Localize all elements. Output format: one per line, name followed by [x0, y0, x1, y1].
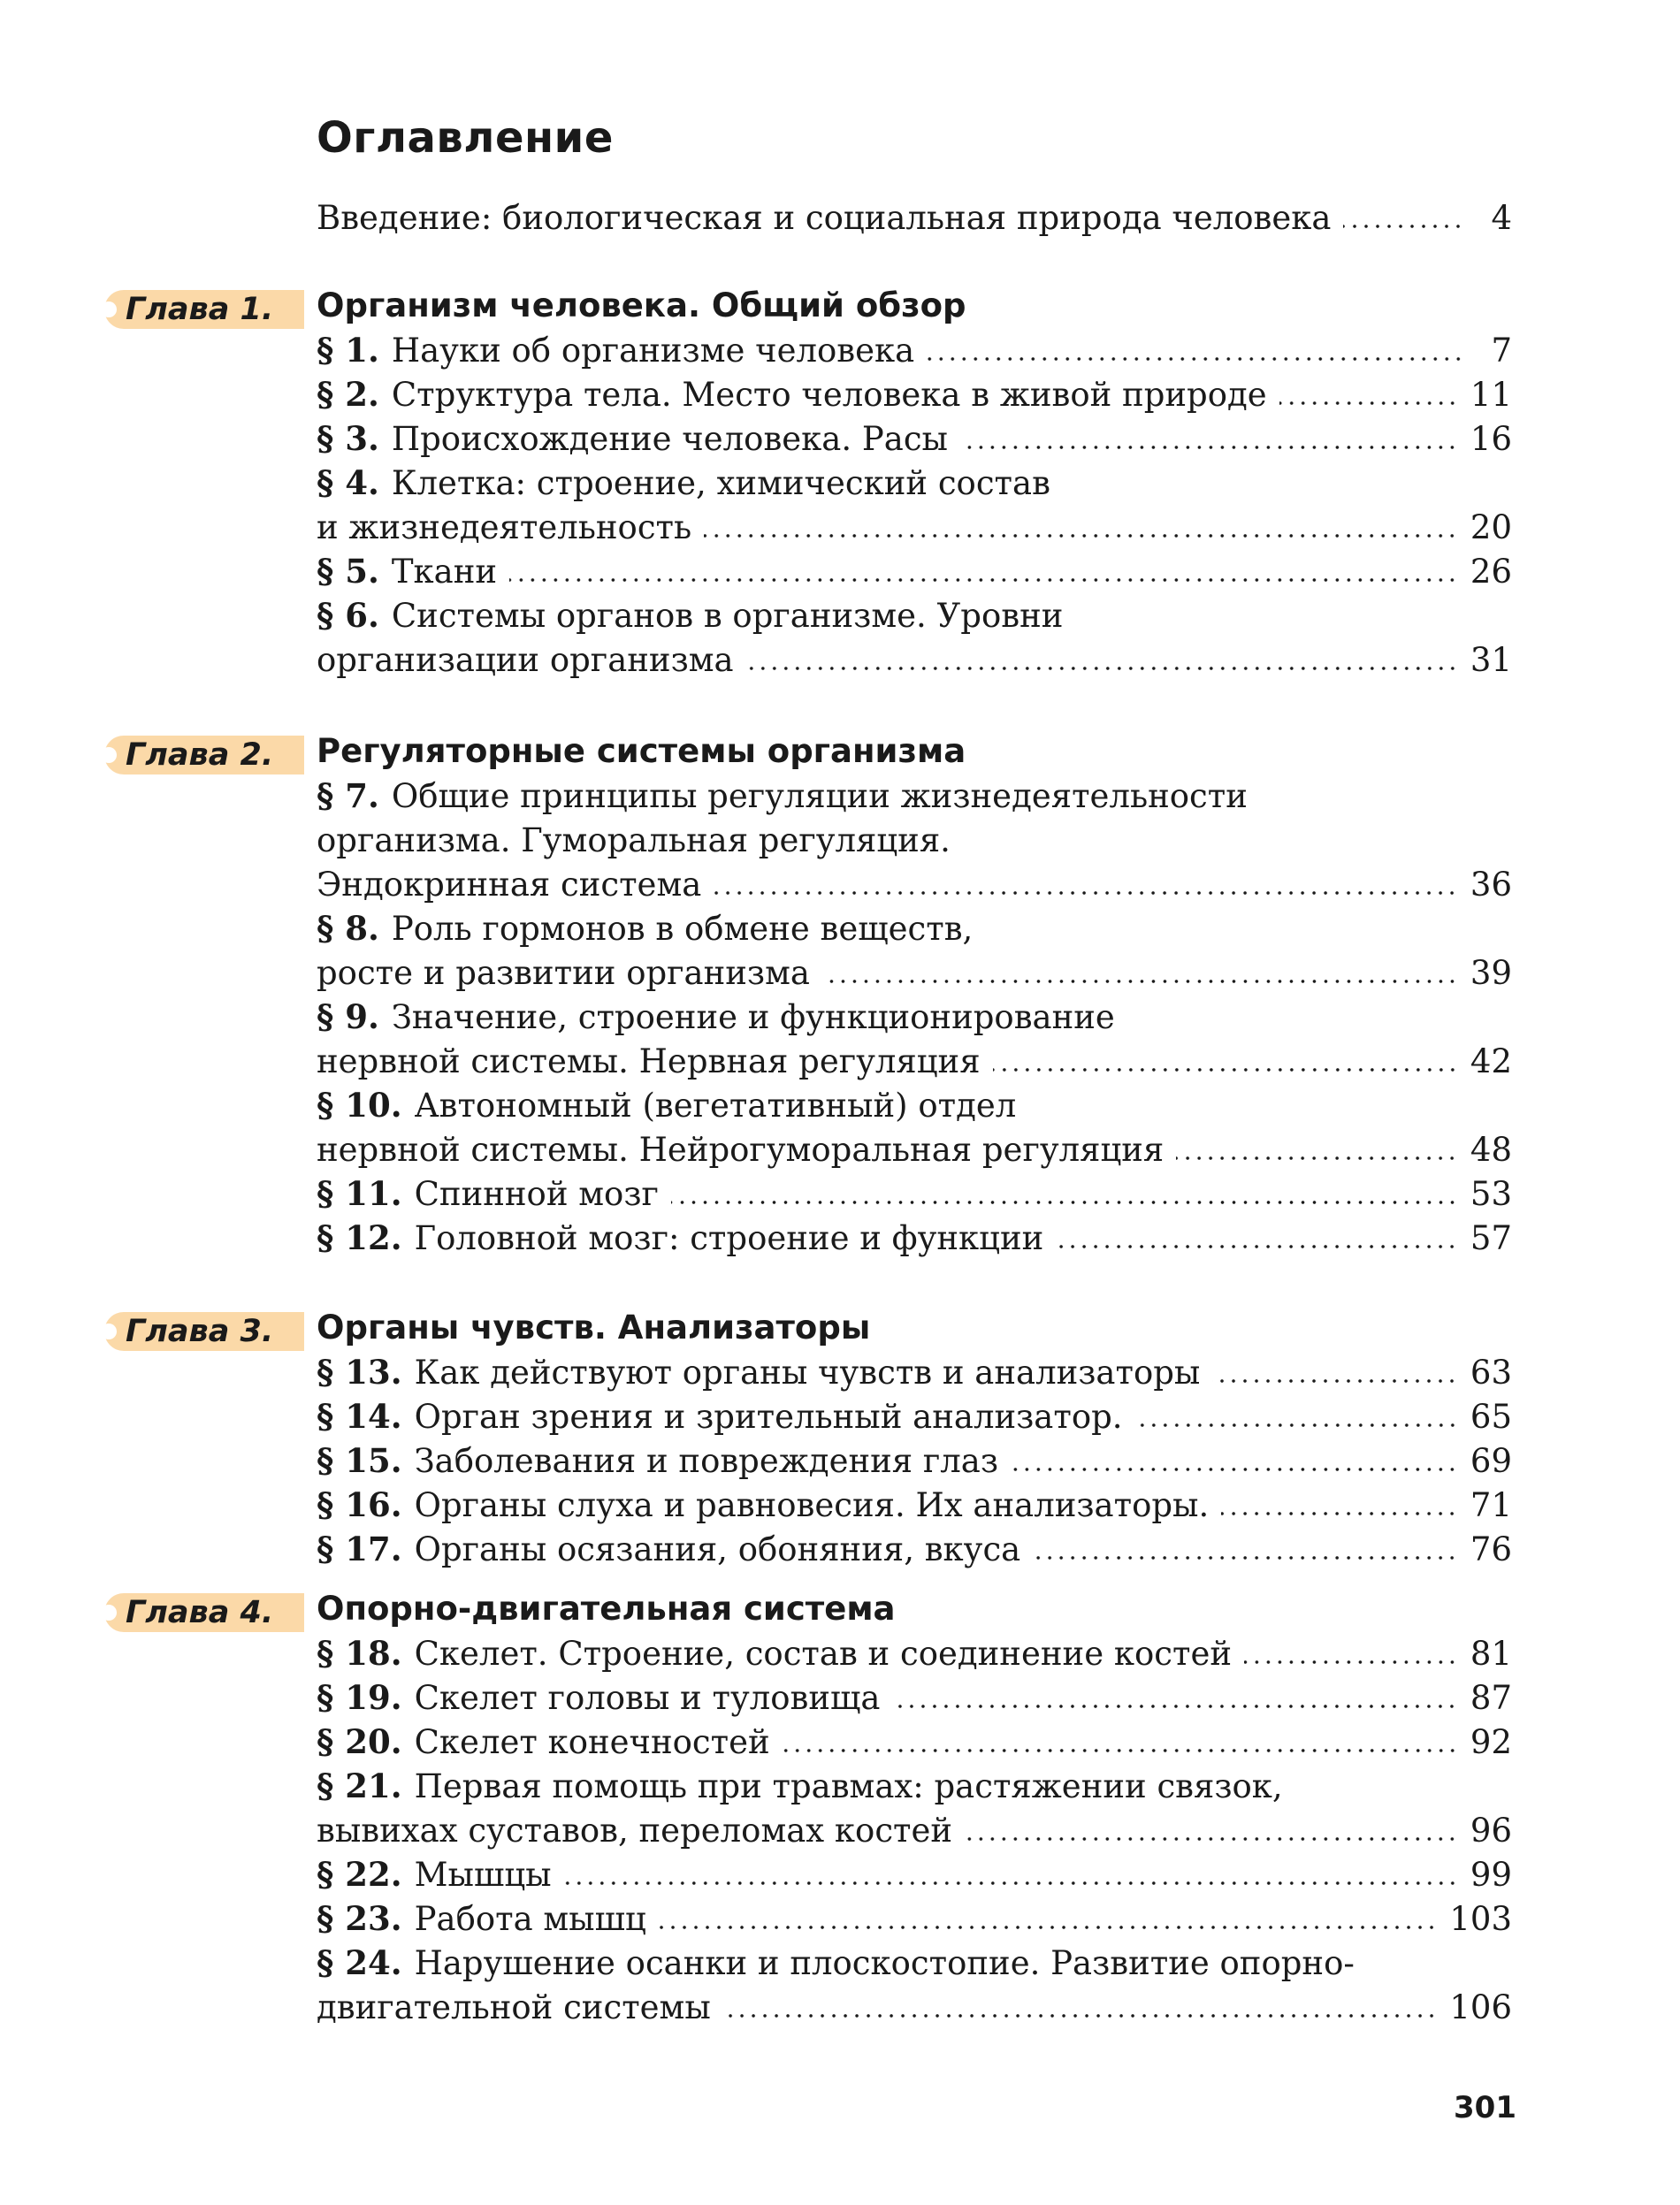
toc-entry — [317, 1351, 1512, 1395]
toc-entry — [317, 863, 1512, 907]
page-ref: 11 — [1470, 376, 1512, 414]
chapter-label: Глава 1. — [104, 290, 304, 329]
entry-text: § 11. Спинной мозг — [317, 1174, 659, 1213]
page-ref: 53 — [1470, 1175, 1512, 1213]
entry-text: организации организма — [317, 641, 734, 679]
section-number: § 19. — [317, 1678, 402, 1717]
section-number: § 2. — [317, 375, 379, 414]
toc-entry — [317, 417, 1512, 462]
section-number: § 21. — [317, 1766, 402, 1805]
toc-entry — [317, 1853, 1512, 1897]
entry-text: нервной системы. Нервная регуляция — [317, 1042, 981, 1080]
dot-leader — [1279, 400, 1458, 407]
page-ref: 103 — [1449, 1900, 1512, 1938]
page-ref: 36 — [1470, 866, 1512, 904]
entry-text: § 19. Скелет головы и туловища — [317, 1678, 881, 1717]
toc-entry — [317, 1040, 1512, 1084]
chapter-label: Глава 3. — [104, 1312, 304, 1351]
section-number: § 15. — [317, 1441, 402, 1480]
entry-text: § 7. Общие принципы регуляции жизнедеятельности — [317, 776, 1248, 815]
toc-entry — [317, 1128, 1512, 1172]
page-ref: 42 — [1470, 1042, 1512, 1080]
dot-leader — [1176, 1155, 1458, 1162]
section-number: § 22. — [317, 1855, 402, 1894]
toc-entry — [317, 1528, 1512, 1572]
toc-entry — [317, 1765, 1512, 1809]
entry-text: § 10. Автономный (вегетативный) отдел — [317, 1086, 1017, 1125]
page-ref: 92 — [1470, 1723, 1512, 1761]
page-ref: 31 — [1470, 641, 1512, 679]
entry-text: § 13. Как действуют органы чувств и анализаторы — [317, 1353, 1201, 1392]
dot-leader — [1221, 1510, 1458, 1517]
dot-leader — [822, 978, 1458, 985]
dot-leader — [1244, 1659, 1458, 1666]
entry-text: § 23. Работа мышц — [317, 1899, 646, 1938]
entry-text: § 17. Органы осязания, обоняния, вкуса — [317, 1530, 1021, 1568]
entry-text: § 22. Мышцы — [317, 1855, 552, 1894]
dot-leader — [1212, 1377, 1458, 1385]
chapter-label: Глава 2. — [104, 736, 304, 774]
dot-leader — [783, 1747, 1458, 1754]
section-number: § 4. — [317, 463, 379, 502]
section-number: § 16. — [317, 1485, 402, 1524]
dot-leader — [965, 1835, 1458, 1843]
entry-text: § 20. Скелет конечностей — [317, 1722, 770, 1761]
page-ref: 106 — [1449, 1988, 1512, 2026]
toc-entry — [317, 638, 1512, 683]
page-ref: 48 — [1470, 1131, 1512, 1169]
entry-text: и жизнедеятельность — [317, 508, 692, 546]
dot-leader — [659, 1924, 1438, 1931]
section-number: § 3. — [317, 419, 379, 458]
section-number: § 12. — [317, 1218, 402, 1257]
entry-text: § 5. Ткани — [317, 552, 498, 591]
entry-text: § 16. Органы слуха и равновесия. Их анализаторы. — [317, 1485, 1210, 1524]
entry-text: Введение: биологическая и социальная природа человека — [317, 199, 1332, 237]
entry-text: § 1. Науки об организме человека — [317, 331, 915, 370]
dot-leader — [671, 1199, 1458, 1206]
dot-leader — [927, 355, 1464, 362]
entry-text: § 14. Орган зрения и зрительный анализатор. — [317, 1397, 1123, 1436]
dot-leader — [704, 532, 1458, 539]
toc-entry — [317, 1897, 1512, 1942]
dot-leader — [509, 576, 1458, 584]
section-number: § 8. — [317, 909, 379, 948]
entry-text: § 24. Нарушение осанки и плоскостопие. Развитие опорно- — [317, 1943, 1355, 1982]
entry-text: § 15. Заболевания и повреждения глаз — [317, 1441, 999, 1480]
section-number: § 6. — [317, 596, 379, 635]
page-title: Оглавление — [317, 113, 614, 163]
toc-entry — [317, 1484, 1512, 1528]
page-ref: 57 — [1470, 1219, 1512, 1257]
page-ref: 71 — [1470, 1486, 1512, 1524]
section-number: § 17. — [317, 1530, 402, 1568]
chapter-title: Регуляторные системы организма — [317, 732, 966, 770]
section-number: § 9. — [317, 997, 379, 1036]
section-number: § 24. — [317, 1943, 402, 1982]
dot-leader — [1135, 1422, 1458, 1429]
toc-entry — [317, 1217, 1512, 1261]
page-ref: 81 — [1470, 1635, 1512, 1673]
section-number: § 23. — [317, 1899, 402, 1938]
section-number: § 5. — [317, 552, 379, 591]
entry-text: нервной системы. Нейрогуморальная регуляция — [317, 1131, 1165, 1169]
entry-text: вывихах суставов, переломах костей — [317, 1812, 953, 1850]
page-number: 301 — [1454, 2090, 1516, 2125]
page-ref: 20 — [1470, 508, 1512, 546]
toc-entry — [317, 1942, 1512, 1986]
section-number: § 10. — [317, 1086, 402, 1125]
toc-entry — [317, 329, 1512, 373]
section-number: § 1. — [317, 331, 379, 370]
page-ref: 4 — [1491, 199, 1512, 237]
section-number: § 14. — [317, 1397, 402, 1436]
page-ref: 87 — [1470, 1679, 1512, 1717]
entry-text: двигательной системы — [317, 1988, 711, 2026]
entry-text: § 9. Значение, строение и функционирование — [317, 997, 1115, 1036]
dot-leader — [1343, 223, 1464, 230]
toc-entry — [317, 506, 1512, 550]
section-number: § 20. — [317, 1722, 402, 1761]
toc-entry — [317, 907, 1512, 951]
toc-entry — [317, 594, 1512, 638]
toc-entry — [317, 1395, 1512, 1439]
dot-leader — [746, 665, 1458, 672]
entry-text: § 18. Скелет. Строение, состав и соединение костей — [317, 1634, 1232, 1673]
entry-text: § 2. Структура тела. Место человека в живой природе — [317, 375, 1267, 414]
dot-leader — [1056, 1243, 1458, 1250]
entry-text: § 4. Клетка: строение, химический состав — [317, 463, 1050, 502]
toc-entry — [317, 1986, 1512, 2030]
chapter-label: Глава 4. — [104, 1593, 304, 1632]
page-ref: 65 — [1470, 1398, 1512, 1436]
toc-entry — [317, 1439, 1512, 1484]
page-ref: 69 — [1470, 1442, 1512, 1480]
page-ref: 99 — [1470, 1856, 1512, 1894]
toc-entry — [317, 1676, 1512, 1721]
entry-text: § 12. Головной мозг: строение и функции — [317, 1218, 1044, 1257]
section-number: § 13. — [317, 1353, 402, 1392]
dot-leader — [892, 1703, 1457, 1710]
chapter-title: Организм человека. Общий обзор — [317, 286, 966, 324]
entry-text: § 6. Системы органов в организме. Уровни — [317, 596, 1064, 635]
page-ref: 96 — [1470, 1812, 1512, 1850]
dot-leader — [960, 444, 1458, 451]
chapter-title: Опорно-двигательная система — [317, 1590, 896, 1628]
entry-text: организма. Гуморальная регуляция. — [317, 821, 951, 859]
section-number: § 11. — [317, 1174, 402, 1213]
entry-text: § 3. Происхождение человека. Расы — [317, 419, 949, 458]
dot-leader — [1033, 1554, 1458, 1561]
toc-entry — [317, 1084, 1512, 1128]
chapter-title: Органы чувств. Анализаторы — [317, 1309, 871, 1347]
toc-entry — [317, 550, 1512, 594]
page-ref: 76 — [1470, 1530, 1512, 1568]
dot-leader — [723, 2012, 1438, 2019]
entry-text: § 21. Первая помощь при травмах: растяжении связок, — [317, 1766, 1283, 1805]
toc-entry — [317, 373, 1512, 417]
dot-leader — [564, 1880, 1458, 1887]
entry-text: росте и развитии организма — [317, 954, 810, 992]
toc-entry — [317, 1632, 1512, 1676]
page-ref: 39 — [1470, 954, 1512, 992]
entry-text: Эндокринная система — [317, 866, 702, 904]
dot-leader — [993, 1066, 1458, 1073]
toc-entry — [317, 1721, 1512, 1765]
toc-entry — [317, 996, 1512, 1040]
toc-entry — [317, 819, 1512, 863]
entry-text: § 8. Роль гормонов в обмене веществ, — [317, 909, 974, 948]
toc-entry — [317, 951, 1512, 996]
dot-leader — [714, 889, 1458, 896]
section-number: § 7. — [317, 776, 379, 815]
intro-entry — [317, 196, 1512, 240]
section-number: § 18. — [317, 1634, 402, 1673]
page-ref: 16 — [1470, 420, 1512, 458]
page-ref: 63 — [1470, 1354, 1512, 1392]
toc-entry — [317, 1809, 1512, 1853]
toc-entry — [317, 774, 1512, 819]
dot-leader — [1011, 1466, 1458, 1473]
toc-entry — [317, 1172, 1512, 1217]
page-ref: 7 — [1491, 332, 1512, 370]
toc-entry — [317, 462, 1512, 506]
page-ref: 26 — [1470, 553, 1512, 591]
